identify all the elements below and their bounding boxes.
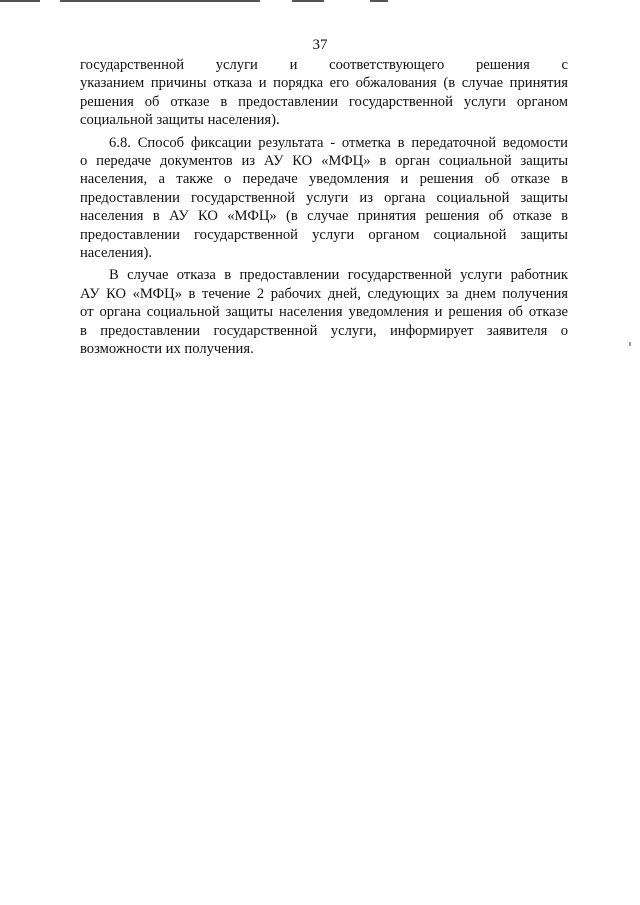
- scan-mark: [370, 0, 388, 2]
- text-line: решения об отказе в предоставлении государственной услуги органом: [80, 93, 568, 110]
- text-line: населения в АУ КО «МФЦ» (в случае принятия решения об отказе в: [80, 208, 568, 225]
- text-line: предоставлении государственной услуги органом социальной защиты: [80, 226, 568, 243]
- scan-mark: [292, 0, 324, 2]
- scan-mark: [0, 0, 40, 2]
- paragraph-refusal: [80, 266, 568, 358]
- text-line: указанием причины отказа и порядка его обжалования (в случае принятия: [80, 75, 568, 92]
- document-body: [80, 56, 568, 363]
- text-line: населения, а также о передаче уведомления и решения об отказе в: [80, 171, 568, 188]
- page-number: 37: [312, 37, 328, 53]
- scan-artifact: [629, 342, 631, 346]
- text-line: социальной защиты населения).: [80, 112, 280, 129]
- paragraph-6-8: [80, 134, 568, 263]
- text-line: населения).: [80, 245, 153, 262]
- text-line: возможности их получения.: [80, 341, 254, 358]
- text-line: в предоставлении государственной услуги, информирует заявителя о: [80, 322, 568, 339]
- text-line: 6.8. Способ фиксации результата - отметка в передаточной ведомости: [109, 134, 568, 151]
- text-line: от органа социальной защиты населения уведомления и решения об отказе: [80, 304, 568, 321]
- text-line: АУ КО «МФЦ» в течение 2 рабочих дней, следующих за днем получения: [80, 285, 568, 302]
- paragraph-1: [80, 56, 568, 130]
- top-scan-marks: [0, 0, 640, 4]
- text-line: предоставлении государственной услуги из органа социальной защиты: [80, 189, 568, 206]
- scan-mark: [60, 0, 260, 2]
- text-line: о передаче документов из АУ КО «МФЦ» в орган социальной защиты: [80, 153, 568, 170]
- text-line: государственной услуги и соответствующего решения с: [80, 57, 568, 73]
- text-line: В случае отказа в предоставлении государственной услуги работник: [109, 267, 568, 284]
